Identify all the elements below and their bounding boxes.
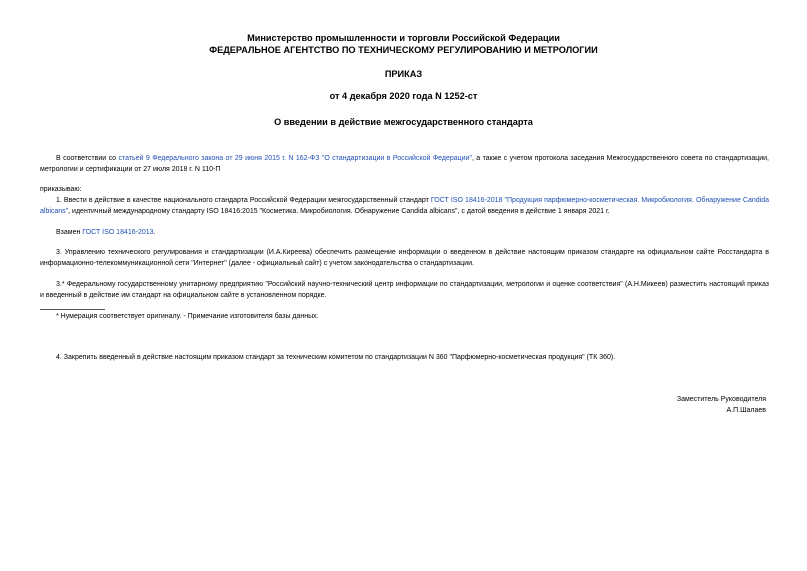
replace-suffix: . (153, 229, 156, 236)
item-3-paragraph: 3.* Федеральному государственному унитарному предприятию "Российский научно-технический центр информации по стандартизации, метрологии и оценке соответствия" (А.Н.Микеев) разместить настоящий приказ и введенный в действие им стандарт на официальном сайте в установленном порядке. (40, 281, 769, 299)
replace-prefix: Взамен (56, 229, 83, 236)
document-type: ПРИКАЗ (384, 69, 423, 79)
preamble-paragraph (40, 154, 769, 175)
gost-18416-2013-link[interactable]: ГОСТ ISO 18416-2013 (82, 229, 154, 236)
preamble-prefix: В соответствии со (56, 155, 119, 162)
item-2-paragraph: 3. Управлению технического регулирования и стандартизации (И.А.Киреева) обеспечить размещение информации о введенном в действие настоящим приказом стандарте на официальном сайте Росстандарта в информационно-телекоммуникационной сети "Интернет" (далее - официальный сайт) с учетом законодательства о стандартизации. (40, 249, 769, 267)
document-date-number: от 4 декабря 2020 года N 1252-ст (329, 91, 478, 101)
item-4-paragraph: 4. Закрепить введенный в действие настоящим приказом стандарт за техническим комитетом по стандартизации N 360 "Парфюмерно-косметическая продукция" (ТК 360). (56, 354, 616, 361)
ministry-name: Министерство промышленности и торговли Российской Федерации (247, 33, 560, 43)
agency-name: ФЕДЕРАЛЬНОЕ АГЕНТСТВО ПО ТЕХНИЧЕСКОМУ РЕГУЛИРОВАНИЮ И МЕТРОЛОГИИ (209, 45, 598, 55)
order-word: приказываю: (40, 186, 82, 193)
federal-law-link[interactable]: статьей 9 Федерального закона от 29 июня 2015 г. N 162-ФЗ "О стандартизации в Российской Федерации" (118, 155, 472, 162)
preamble-suffix: , а также с учетом протокола заседания Межгосударственного совета по стандартизации, метрологии и сертификации от 27 июля 2018 г. N 110-П (40, 155, 769, 173)
gost-18416-2018-link[interactable]: ГОСТ ISO 18416-2018 "Продукция парфюмерно-косметическая. Микробиология. Обнаружение Candida albicans" (40, 197, 769, 215)
signatory-name: А.П.Шалаев (726, 407, 766, 414)
document-title: О введении в действие межгосударственного стандарта (274, 117, 533, 127)
replace-paragraph (56, 228, 156, 239)
footnote-divider (40, 309, 105, 310)
signatory-position: Заместитель Руководителя (676, 396, 766, 403)
item-1-suffix: , идентичный международному стандарту ISO 18416:2015 "Косметика. Микробиология. Обнаружение Candida albicans", с датой введения в действие 1 января 2021 г. (68, 207, 610, 215)
item-1-prefix: 1. Ввести в действие в качестве национального стандарта Российской Федерации межгосударственный стандарт (56, 197, 431, 204)
item-1-paragraph (40, 196, 769, 217)
footnote-text: * Нумерация соответствует оригиналу. - Примечание изготовителя базы данных. (56, 313, 319, 320)
